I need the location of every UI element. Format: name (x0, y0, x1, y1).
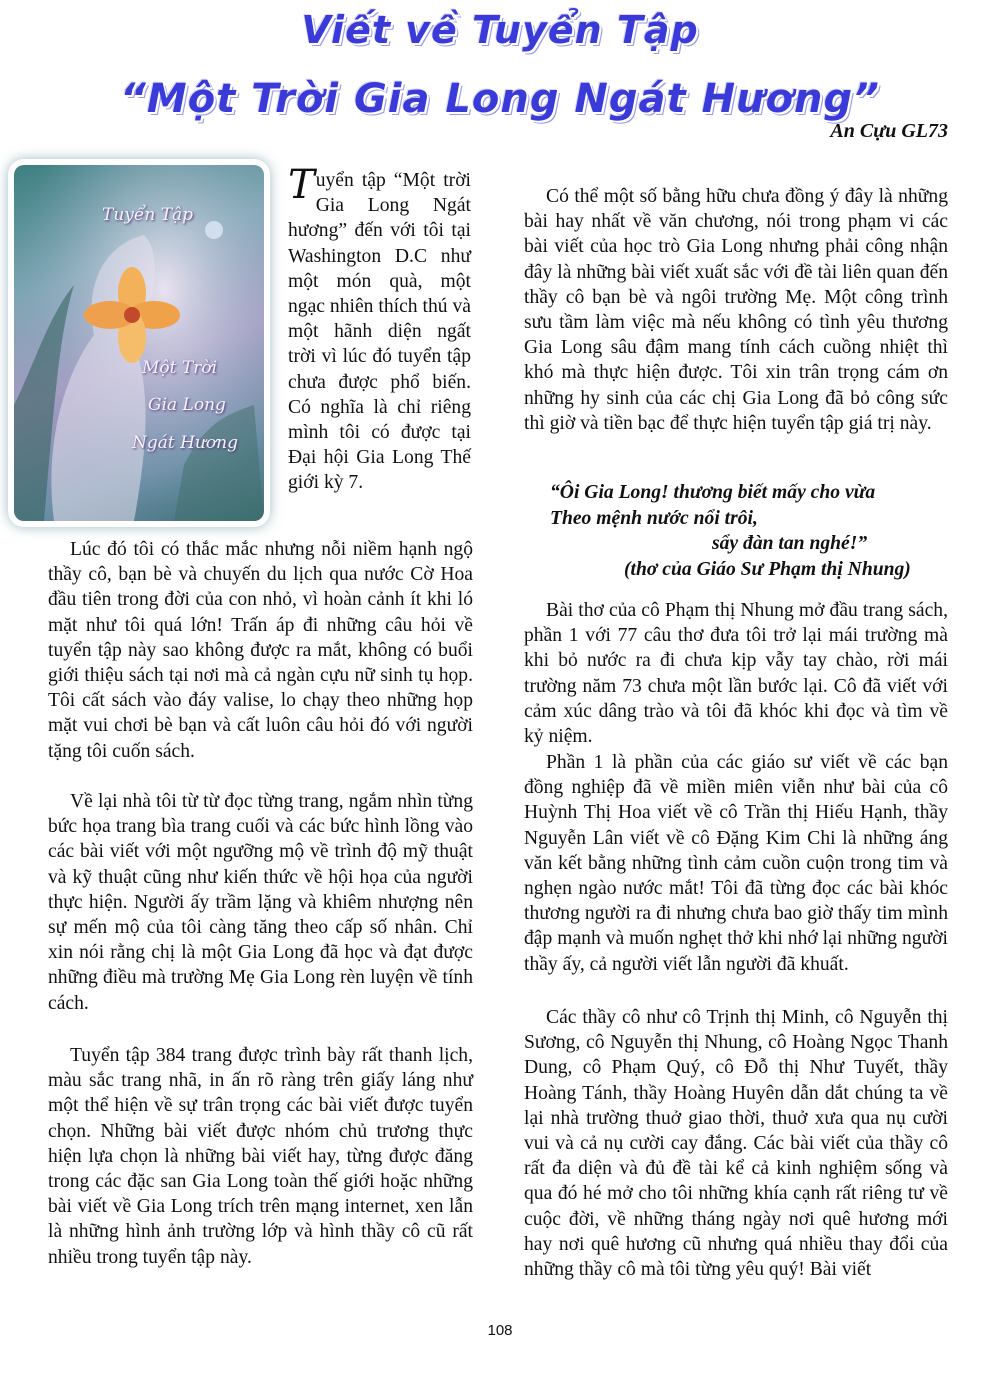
col1-paragraph-1: Lúc đó tôi có thắc mắc nhưng nỗi niềm hạnh ngộ thầy cô, bạn bè và chuyến du lịch qua nước Cờ Hoa đầu tiên trong đời của con nhỏ, vì hoàn cảnh ít khi ló mặt như tôi quá lớn! Trấn áp đi những câu hỏi về tuyển tập này sao không được ra mắt, không có buổi giới thiệu sách tại nơi mà cả ngàn cựu nữ sinh tụ họp. Tôi cất sách vào đáy valise, lo chạy theo những họp mặt vui chơi bè bạn và cất luôn câu hỏi đó với người tặng tôi cuốn sách. (48, 539, 473, 762)
intro-text: uyển tập “Một trời Gia Long Ngát hương” đến với tôi tại Washington D.C như một món quà, một ngạc nhiên thích thú và một hãnh diện ngất trời vì lúc đó tuyển tập chưa được phổ biến. Có nghĩa là chỉ riêng mình tôi có được tại Đại hội Gia Long Thế giới kỳ 7. (288, 170, 471, 494)
poem-credit: (thơ của Giáo Sư Phạm thị Nhung) (624, 558, 911, 580)
intro-paragraph (288, 162, 471, 496)
poem-line-1: “Ôi Gia Long! thương biết mấy cho vừa (550, 482, 876, 503)
cover-title-line1: Tuyển Tập (102, 205, 194, 225)
article-title-line1: Viết về Tuyển Tập (301, 8, 699, 52)
article-title-line2: “Một Trời Gia Long Ngát Hương” (120, 76, 880, 122)
author-byline: An Cựu GL73 (830, 120, 948, 142)
page-number: 108 (487, 1322, 513, 1339)
cover-title-line4: Ngát Hương (132, 433, 238, 453)
poem-line-2: Theo mệnh nước nổi trôi, (550, 507, 758, 529)
col1-paragraph-3: Tuyển tập 384 trang được trình bày rất thanh lịch, màu sắc trang nhã, in ấn rõ ràng trên giấy láng như một thể hiện về sự trân trọng các bài viết được tuyển chọn. Những bài viết được nhóm chủ trương thực hiện lựa chọn là những bài viết hay, từng được đăng trong các đặc san Gia Long toàn thế giới hoặc những bài viết về Gia Long trích trên mạng internet, xen lẫn là những hình ảnh trường lớp và hình thầy cô cũ rất nhiều trong tuyển tập này. (48, 1045, 473, 1268)
poem-line-3: sẩy đàn tan nghé!” (712, 533, 868, 555)
poem-quote (550, 480, 948, 582)
cover-title-line3: Gia Long (148, 395, 226, 415)
col2-paragraph-2: Phần 1 là phần của các giáo sư viết về các bạn đồng nghiệp đã về miền miên viễn như bài của cô Huỳnh Thị Hoa viết về cô Trần thị Hiếu Hạnh, thầy Nguyễn Lân viết về cô Đặng Kim Chi là những áng văn kết bằng những tình cảm cuồn cuộn trong tim và nghẹn ngào nước mắt! Tôi đã từng đọc các bài khóc thương người ra đi nhưng chưa bao giờ thấy tim mình đập mạnh và muốn nghẹt thở khi nhớ lại những người thầy ấy, cả người viết lẫn người đã khuất. (524, 752, 948, 975)
col2-paragraph-1: Bài thơ của cô Phạm thị Nhung mở đầu trang sách, phần 1 với 77 câu thơ đưa tôi trở lại mái trường mà khi bỏ nước ra đi chưa kịp vẫy tay chào, rời mái trường năm 73 chưa một lần bước lại. Cô đã viết với cảm xúc dâng trào và tôi đã khóc khi đọc và tìm về kỷ niệm. (524, 600, 948, 748)
col2-paragraph-top: Có thể một số bằng hữu chưa đồng ý đây là những bài hay nhất về văn chương, nói trong phạm vi các bài viết của học trò Gia Long nhưng phải công nhận đây là những bài viết xuất sắc với đề tài liên quan đến thầy cô bạn bè và ngôi trường Mẹ. Một công trình sưu tầm làm việc mà nếu không có tình yêu thương Gia Long sâu đậm mang tính cách cuồng nhiệt thì khó mà thực hiện được. Tôi xin trân trọng cám ơn những hy sinh của các chị Gia Long đã bỏ công sức thì giờ và tiền bạc để thực hiện tuyển tập giá trị này. (524, 186, 948, 434)
col2-paragraph-3: Các thầy cô như cô Trịnh thị Minh, cô Nguyễn thị Sương, cô Nguyễn thị Nhung, cô Hoàng Ngọc Thanh Dung, cô Phạm Quý, cô Đỗ thị Như Tuyết, thầy Hoàng Tánh, thầy Hoàng Huyên dẫn dắt chúng ta về lại nhà trường thuở giao thời, thuở xưa qua nụ cười vui và cả nụ cười cay đắng. Các bài viết của thầy cô rất đa diện và đủ đề tài kể cả kinh nghiệm sống và qua đó hé mở cho tôi những khía cạnh rất riêng tư về cuộc đời, về những tháng ngày nơi quê hương mới hay nơi quê hương cũ nhưng quá nhiều thay đổi của những thầy cô mà tôi từng yêu quý! Bài viết (524, 1007, 948, 1281)
book-cover-image (14, 165, 264, 521)
drop-cap: T (288, 162, 315, 208)
cover-title-line2: Một Trời (142, 358, 218, 378)
col1-paragraph-2: Về lại nhà tôi từ từ đọc từng trang, ngắm nhìn từng bức họa trang bìa trang cuối và các bức hình lồng vào các bài viết với một ngưỡng mộ về trình độ mỹ thuật và kỹ thuật cũng như kiến thức về hội họa của người thực hiện. Người ấy trầm lặng và khiêm nhượng nên sự mến mộ của tôi càng tăng theo cấp số nhân. Chỉ xin nói rằng chị là một Gia Long đã học và đạt được những điều mà trường Mẹ Gia Long rèn luyện về tính cách. (48, 791, 473, 1014)
